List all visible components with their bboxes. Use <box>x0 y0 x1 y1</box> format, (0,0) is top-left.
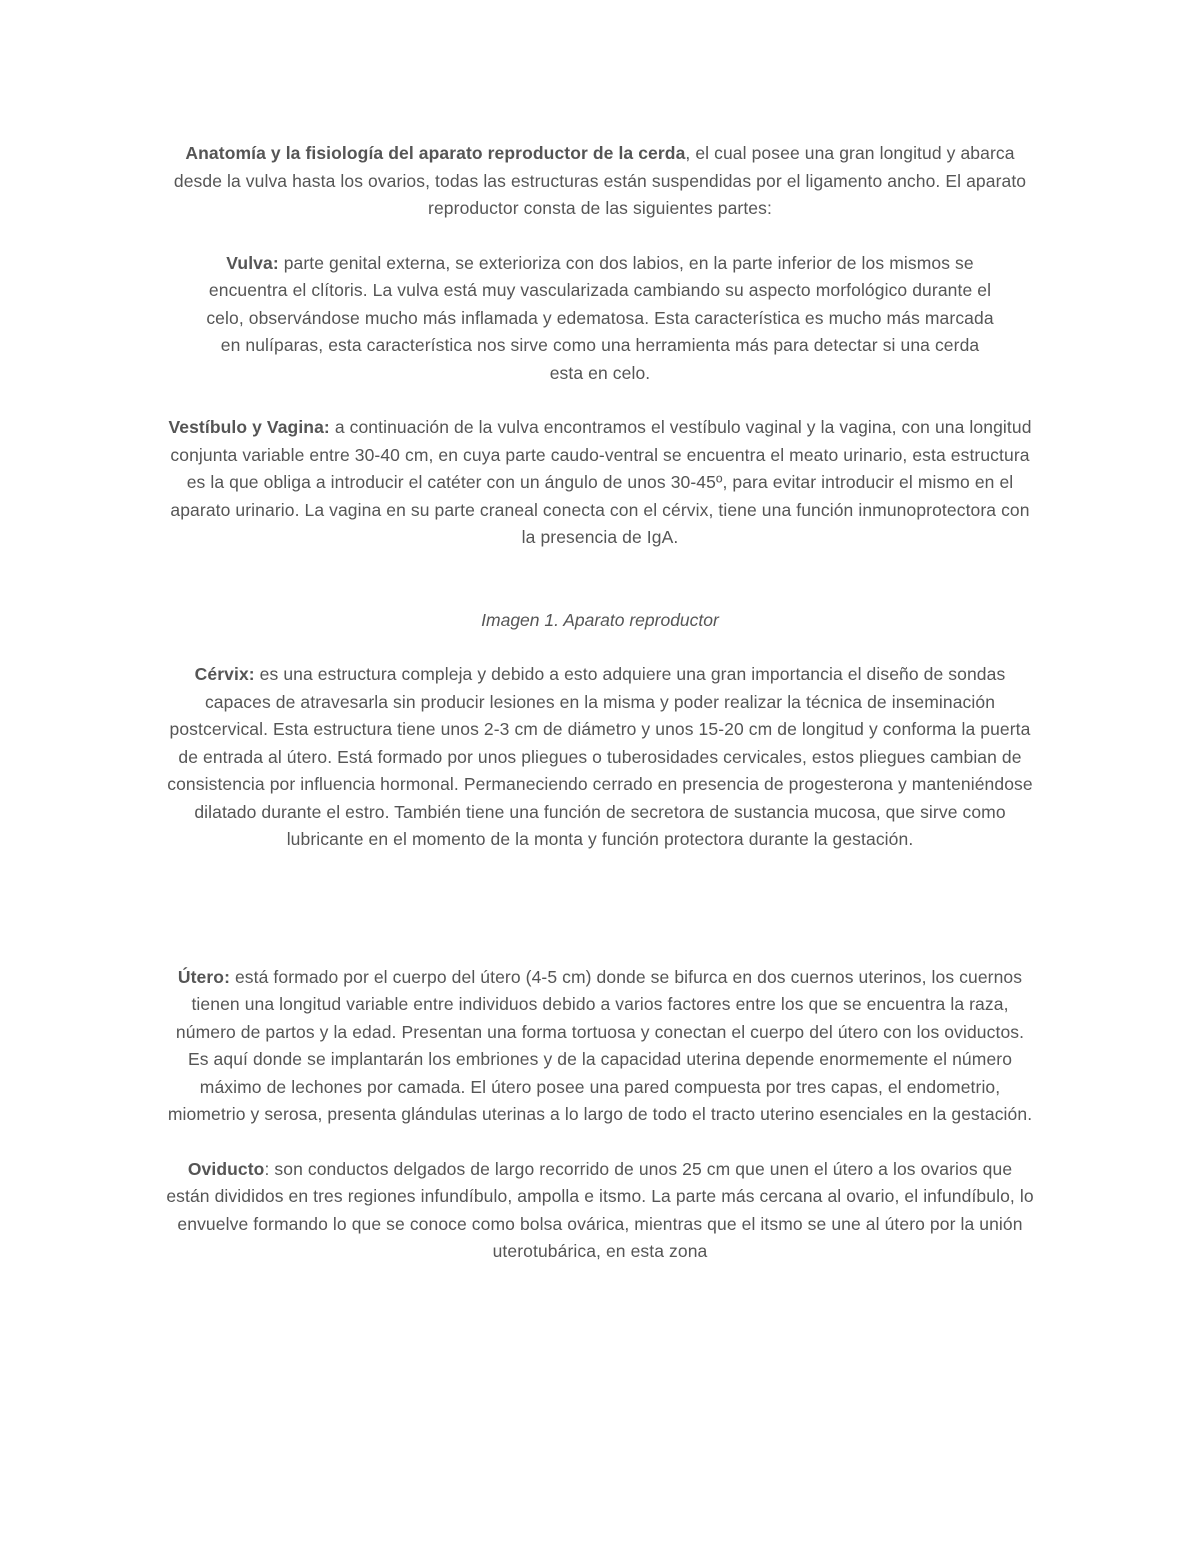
intro-text: , el cual posee una gran longitud y abarca desde la vulva hasta los ovarios, todas las estructuras están suspendidas por el ligamento ancho. El aparato reproductor consta de las siguientes partes: <box>173 143 1027 218</box>
oviducto-paragraph <box>165 1156 1035 1266</box>
intro-paragraph <box>165 140 1035 223</box>
vestibulo-term: Vestíbulo y Vagina: <box>168 417 330 437</box>
vulva-term: Vulva: <box>226 252 279 273</box>
utero-term: Útero: <box>177 966 231 987</box>
utero-paragraph <box>165 964 1035 1129</box>
oviducto-text: : son conductos delgados de largo recorrido de unos 25 cm que unen el útero a los ovarios que están divididos en tres regiones infundíbulo, ampolla e itsmo. La parte más cercana al ovario, el infundíbulo, lo envuelve formando lo que se conoce como bolsa ovárica, mientras que el itsmo se une al útero por la unión uterotubárica, en esta zona <box>166 1158 1034 1261</box>
figure-caption: Imagen 1. Aparato reproductor <box>481 609 719 630</box>
vulva-text: parte genital externa, se exterioriza con dos labios, en la parte inferior de los mismos se encuentra el clítoris. La vulva está muy vascularizada cambiando su aspecto morfológico durante el celo, observándose mucho más inflamada y edematosa. Esta característica es mucho más marcada en nulíparas, esta característica nos sirve como una herramienta más para detectar si una cerda esta en celo. <box>206 252 994 383</box>
vestibulo-text: a continuación de la vulva encontramos el vestíbulo vaginal y la vagina, con una longitud conjunta variable entre 30-40 cm, en cuya parte caudo-ventral se encuentra el meato urinario, esta estructura es la que obliga a introducir el catéter con un ángulo de unos 30-45º, para evitar introducir el mismo en el aparato urinario. La vagina en su parte craneal conecta con el cérvix, tiene una función inmunoprotectora con la presencia de IgA. <box>170 417 1032 547</box>
document-page <box>165 140 1035 1266</box>
cervix-text: es una estructura compleja y debido a esto adquiere una gran importancia el diseño de sondas capaces de atravesarla sin producir lesiones en la misma y poder realizar la técnica de inseminación postcervical. Esta estructura tiene unos 2-3 cm de diámetro y unos 15-20 cm de longitud y conforma la puerta de entrada al útero. Está formado por unos pliegues o tuberosidades cervicales, estos pliegues cambian de consistencia por influencia hormonal. Permaneciendo cerrado en presencia de progesterona y manteniéndose dilatado durante el estro. También tiene una función de secretora de sustancia mucosa, que sirve como lubricante en el momento de la monta y función protectora durante la gestación. <box>167 664 1033 849</box>
intro-heading: Anatomía y la fisiología del aparato reproductor de la cerda <box>185 143 686 163</box>
cervix-paragraph <box>165 661 1035 854</box>
cervix-term: Cérvix: <box>194 664 255 684</box>
utero-text: está formado por el cuerpo del útero (4-5 cm) donde se bifurca en dos cuernos uterinos, los cuernos tienen una longitud variable entre individuos debido a varios factores entre los que se encuentra la raza, número de partos y la edad. Presentan una forma tortuosa y conectan el cuerpo del útero con los oviductos. Es aquí donde se implantarán los embriones y de la capacidad uterina depende enormemente el número máximo de lechones por camada. El útero posee una pared compuesta por tres capas, el endometrio, miometrio y serosa, presenta glándulas uterinas a lo largo de todo el tracto uterino esenciales en la gestación. <box>167 966 1033 1124</box>
oviducto-term: Oviducto <box>187 1158 265 1179</box>
vestibulo-paragraph <box>165 414 1035 552</box>
vulva-paragraph <box>165 250 1035 388</box>
